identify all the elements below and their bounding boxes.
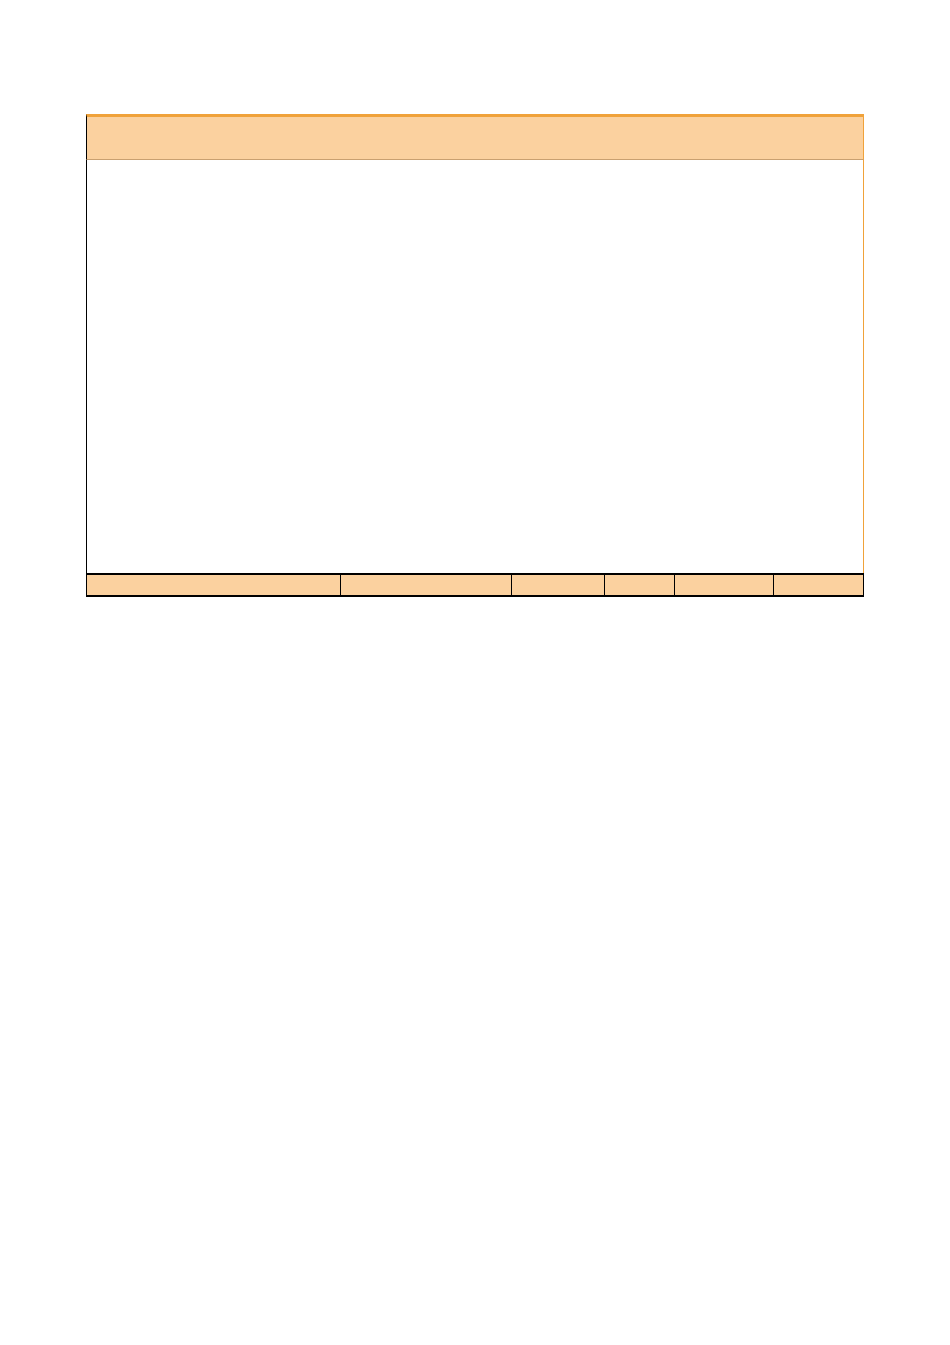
header-banner: [86, 114, 864, 160]
col-header-unit: [512, 575, 605, 595]
table-header-row: [86, 573, 864, 597]
col-header-code: [774, 575, 864, 595]
col-header-brand: [675, 575, 774, 595]
col-header-spec: [341, 575, 513, 595]
shopping-notes: [86, 160, 864, 573]
col-header-name: [87, 575, 341, 595]
catalog-sheet: [86, 114, 864, 609]
col-header-price: [605, 575, 675, 595]
